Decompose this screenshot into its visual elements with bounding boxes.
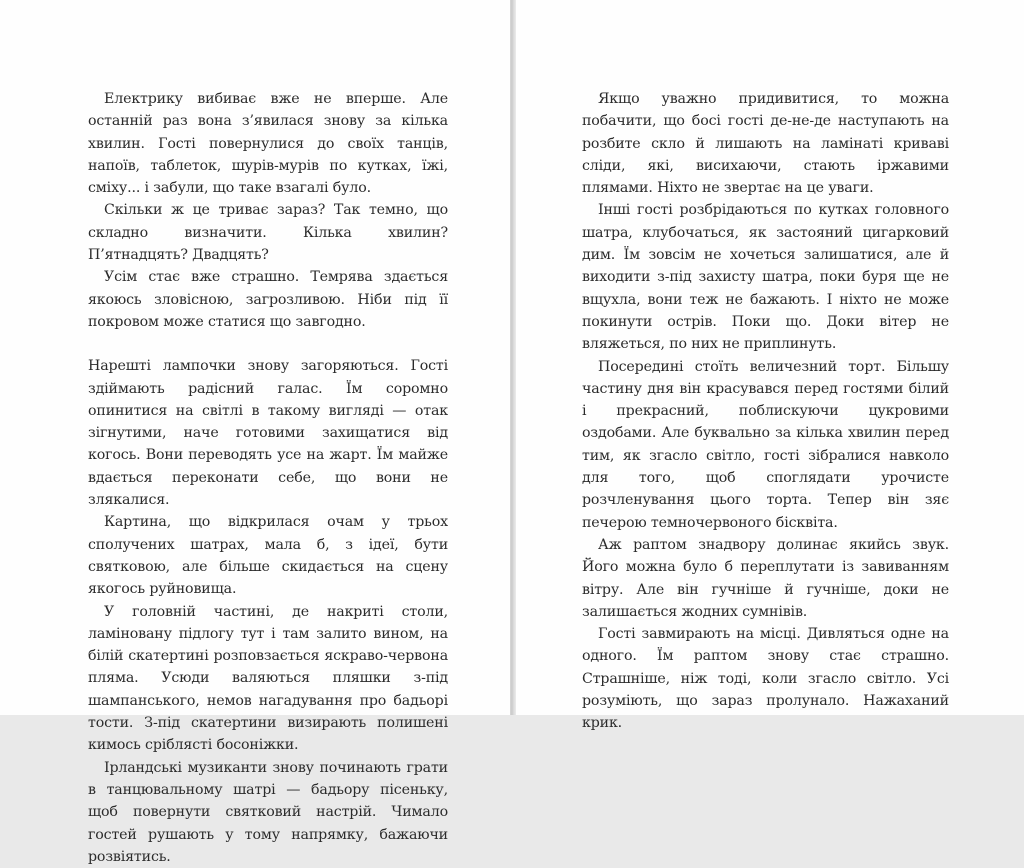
paragraph: Електрику вибиває вже не вперше. Але останній раз вона з’явилася знову за кілька хвилин. Гості повернулися до своїх танців, напоїв, таблеток, шурів-мурів по кутках, їжі, сміху... і забули, що таке взагалі було. bbox=[88, 91, 448, 197]
paragraph: Якщо уважно придивитися, то можна побачити, що босі гості де-не-де наступають на розбите скло й лишають на ламінаті криваві сліди, які, висихаючи, стають іржавими плямами. Ніхто не звертає на це уваги. bbox=[582, 91, 949, 197]
paragraph: Нарешті лампочки знову загоряються. Гості здіймають радісний галас. Їм соромно опинитися на світлі в такому вигляді — отак зігнутими, наче готовими захищатися від когось. Вони переводять усе на жарт. Їм майже вдається переконати себе, що вони не злякалися. bbox=[88, 358, 448, 509]
left-page-text bbox=[88, 88, 448, 868]
paragraph: Аж раптом знадвору долинає якийсь звук. Його можна було б переплутати із завиванням вітру. Але він гучніше й гучніше, доки не залишається жодних сумнівів. bbox=[582, 536, 949, 620]
paragraph: Скільки ж це триває зараз? Так темно, що складно визначити. Кілька хвилин? П’ятнадцять? Двадцять? bbox=[88, 202, 448, 264]
paragraph: Картина, що відкрилася очам у трьох сполучених шатрах, мала б, з ідеї, бути святковою, але більше скидається на сцену якогось руйновища. bbox=[88, 514, 448, 598]
paragraph: Інші гості розбрідаються по кутках головного шатра, клубочаться, як застояний цигарковий дим. Їм зовсім не хочеться залишатися, але й виходити з-під захисту шатра, поки буря ще не вщухла, вони теж не бажають. І ніхто не може покинути острів. Поки що. Доки вітер не вляжеться, по них не приплинуть. bbox=[582, 202, 949, 353]
paragraph: Гості завмирають на місці. Дивляться одне на одного. Їм раптом знову стає страшно. Страшніше, ніж тоді, коли згасло світло. Усі розуміють, що зараз пролунало. Нажаханий крик. bbox=[582, 626, 949, 732]
paragraph: Посередині стоїть величезний торт. Більшу частину дня він красувався перед гостями білий і прекрасний, поблискуючи цукровими оздобами. Але буквально за кілька хвилин перед тим, як згасло світло, гості зібралися навколо для того, щоб споглядати урочисте розчленування цього торта. Тепер він зяє печерою темночервоного бісквіта. bbox=[582, 358, 949, 531]
right-page-text bbox=[582, 88, 949, 735]
paragraph: Ірландські музиканти знову починають грати в танцювальному шатрі — бадьору пісеньку, щоб повернути святковий настрій. Чимало гостей рушають у тому напрямку, бажаючи розвіятись. bbox=[88, 759, 448, 865]
section-break bbox=[88, 333, 448, 355]
paragraph: Усім стає вже страшно. Темрява здається якоюсь зловісною, загрозливою. Ніби під її покровом може статися що завгодно. bbox=[88, 269, 448, 330]
right-page bbox=[516, 0, 1024, 732]
paragraph: У головній частині, де накриті столи, ламіновану підлогу тут і там залито вином, на білій скатертині розповзається яскраво-червона пляма. Усюди валяються пляшки з-під шампанського, немов нагадування про бадьорі тости. З-під скатертини визирають полишені кимось сріблясті босоніжки. bbox=[88, 603, 448, 754]
left-page bbox=[0, 0, 510, 865]
